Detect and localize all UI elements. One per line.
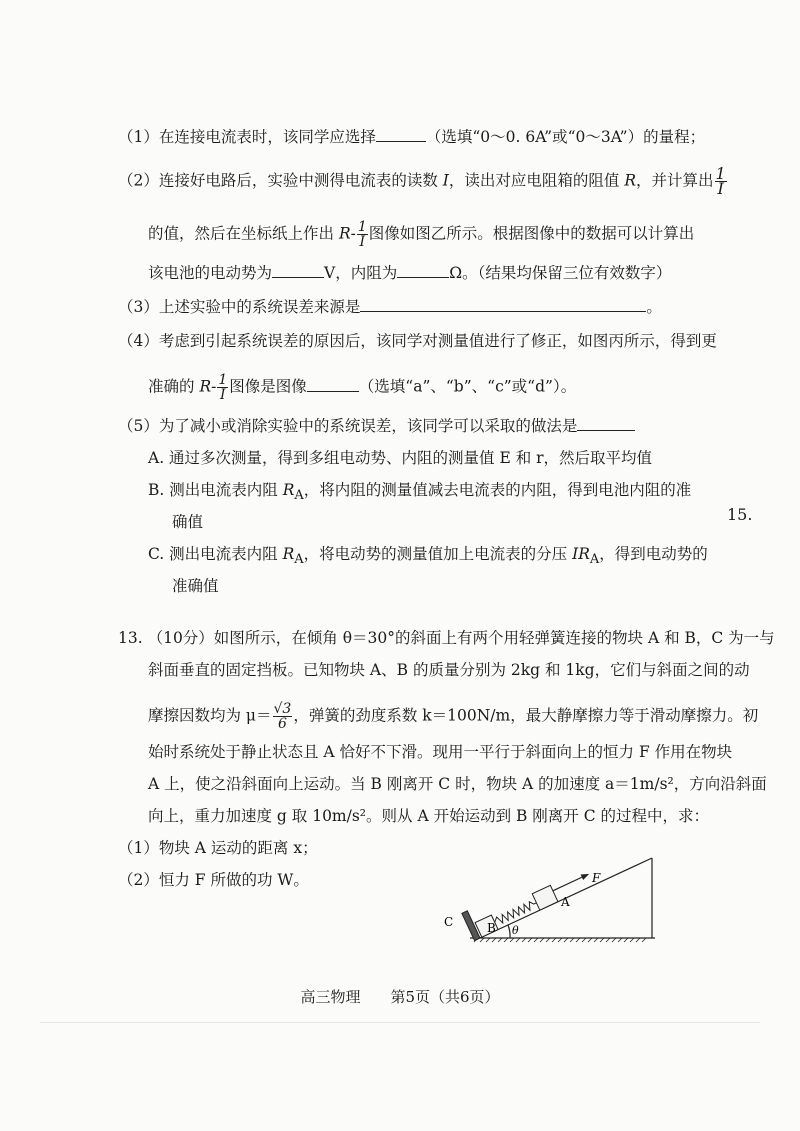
q13-sub2: （2）恒力 F 所做的功 W。	[118, 871, 309, 889]
label-c: C	[444, 915, 454, 929]
label-f: F	[592, 871, 601, 885]
page-footer: 高三物理 第5页（共6页）	[300, 988, 500, 1006]
option-c-line1: C. 测出电流表内阻 $R_A$，将电动势的测量值加上电流表的分压 $IR_A$，得到电动势的	[148, 545, 708, 568]
q13-line6: 向上，重力加速度 g 取 10m/s²。则从 A 开始运动到 B 刚离开 C 的过程中，求：	[148, 807, 710, 825]
q12-part3: （3）上述实验中的系统误差来源是 。	[118, 298, 662, 316]
force-arrow	[553, 877, 582, 891]
label-theta: θ	[512, 924, 519, 937]
page-fold-line	[40, 1022, 760, 1023]
q12-part4-line2: 准确的 R- $\frac{1}{I}$ 图像是图像 （选填“a”、“b”、“c”或“d”）。	[148, 372, 577, 403]
fraction-sqrt3-over-6: $\frac{√3}{6}$	[273, 701, 292, 732]
q12-part4-line1: （4）考虑到引起系统误差的原因后，该同学对测量值进行了修正，如图丙所示，得到更	[118, 332, 717, 350]
q13-line1: 13. （10分）如图所示，在倾角 θ＝30°的斜面上有两个用轻弹簧连接的物块 A 和 B，C 为一与	[118, 629, 775, 647]
option-a: A. 通过多次测量，得到多组电动势、内阻的测量值 E 和 r，然后取平均值	[148, 449, 653, 467]
q13-line3: 摩擦因数均为 μ＝ $\frac{√3}{6}$ ，弹簧的劲度系数 k＝100N/m，最大静摩擦力等于滑动摩擦力。初	[148, 701, 759, 732]
q13-line5: A 上，使之沿斜面向上运动。当 B 刚离开 C 时，物块 A 的加速度 a＝1m/s²，方向沿斜面	[148, 775, 767, 793]
q13-line2: 斜面垂直的固定挡板。已知物块 A、B 的质量分别为 2kg 和 1kg，它们与斜面之间的动	[148, 661, 750, 679]
q12-part2-line3: 该电池的电动势为 V，内阻为 Ω。（结果均保留三位有效数字）	[148, 264, 672, 282]
block-a	[532, 885, 558, 910]
label-a: A	[561, 895, 570, 909]
angle-arc	[508, 925, 510, 938]
fraction-one-over-I: $\frac{1}{I}$	[357, 219, 367, 250]
force-arrowhead	[581, 871, 591, 880]
q12-part1: （1）在连接电流表时，该同学应选择 （选填“0～0. 6A”或“0～3A”）的量程；	[118, 128, 706, 146]
q13-line4: 始时系统处于静止状态且 A 恰好不下滑。现用一平行于斜面向上的恒力 F 作用在物块	[148, 743, 733, 761]
option-b-line2: 确值	[172, 513, 204, 531]
q12-part2-line2: 的值，然后在坐标纸上作出 R- $\frac{1}{I}$ 图像如图乙所示。根据图像中的数据可以计算出	[148, 219, 695, 250]
answer-blank-graph	[307, 377, 359, 392]
fraction-one-over-I: $\frac{1}{I}$	[715, 164, 726, 198]
incline-figure	[440, 850, 670, 950]
fraction-one-over-I: $\frac{1}{I}$	[218, 372, 228, 403]
answer-blank-emf	[272, 263, 324, 278]
option-b-line1: B. 测出电流表内阻 $R_A$，将内阻的测量值减去电流表的内阻，得到电池内阻的准	[148, 481, 692, 504]
option-c-line2: 准确值	[172, 577, 219, 595]
label-b: B	[487, 921, 496, 935]
q13-sub1: （1）物块 A 运动的距离 x；	[118, 839, 318, 857]
answer-blank-resistance	[397, 263, 449, 278]
answer-blank-error-source	[360, 297, 646, 312]
q12-part5-stem: （5）为了减小或消除实验中的系统误差，该同学可以采取的做法是	[118, 416, 635, 436]
q12-part2-line1: （2）连接好电路后，实验中测得电流表的读数 I，读出对应电阻箱的阻值 R，并计算出 $\frac{1}{I}$	[118, 164, 726, 198]
answer-blank-method	[577, 416, 635, 431]
answer-blank	[376, 127, 426, 142]
side-question-number: 15.	[727, 505, 753, 524]
